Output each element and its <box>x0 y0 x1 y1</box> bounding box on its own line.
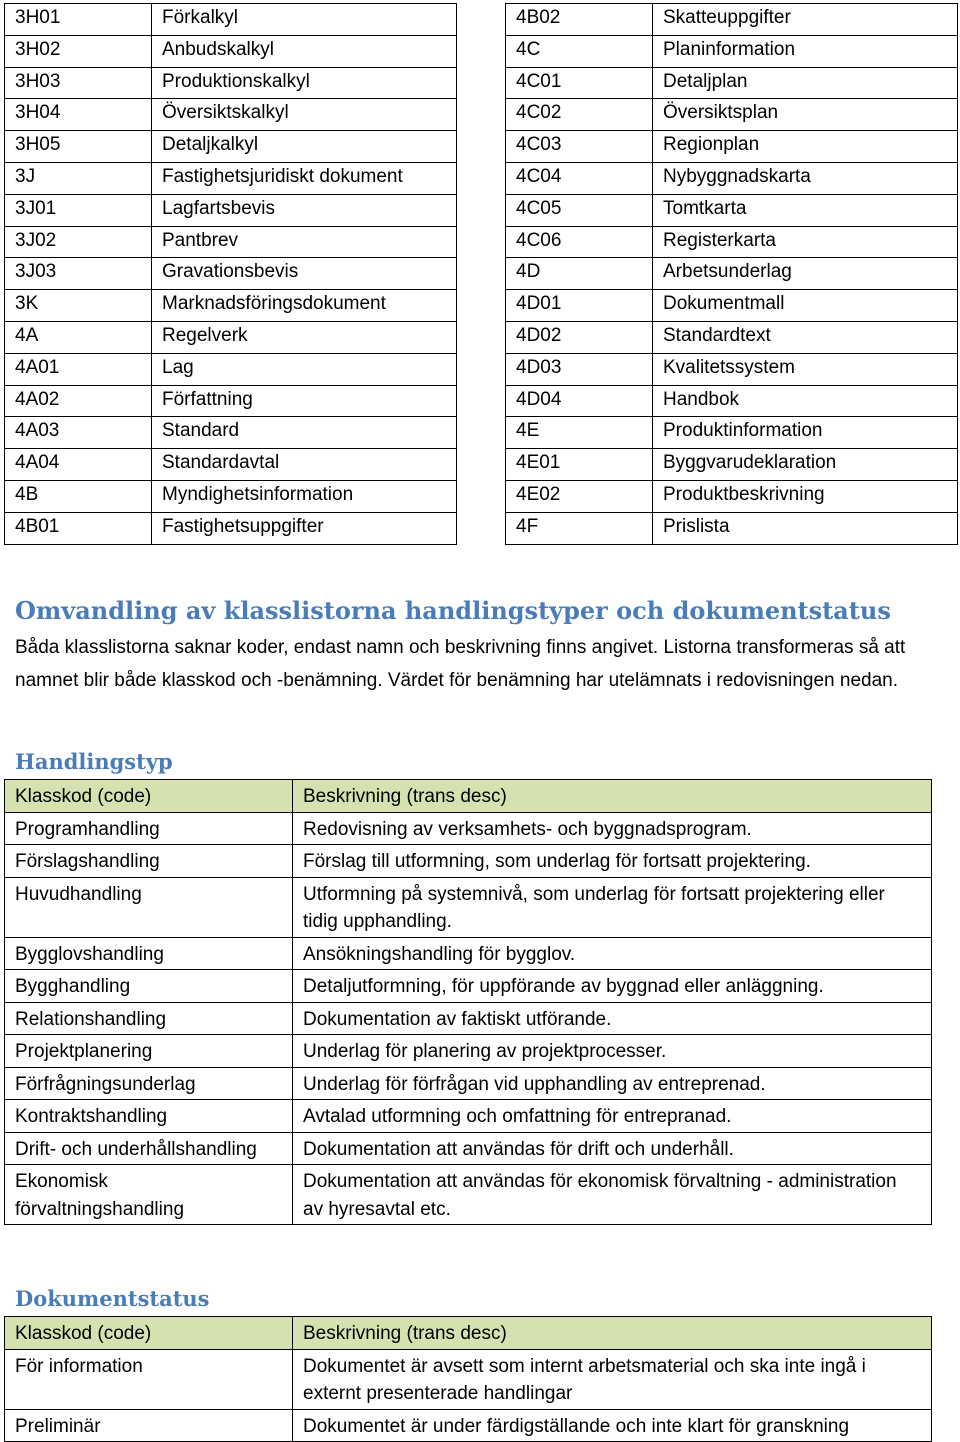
cell-code: 4D01 <box>506 290 653 322</box>
table-row <box>506 449 958 481</box>
table-row <box>5 1035 932 1068</box>
cell-code: 4B <box>5 480 152 512</box>
cell-description: Avtalad utformning och omfattning för entrepranad. <box>293 1100 932 1133</box>
cell-code: 4A03 <box>5 417 152 449</box>
cell-code: 3H05 <box>5 131 152 163</box>
table-row <box>506 480 958 512</box>
table-row <box>506 67 958 99</box>
table-row <box>506 131 958 163</box>
table-row <box>506 226 958 258</box>
cell-code: Bygglovshandling <box>5 937 293 970</box>
code-table-right <box>505 3 958 545</box>
cell-code: 3H01 <box>5 4 152 36</box>
table-row <box>5 1349 932 1409</box>
cell-code: 4C <box>506 35 653 67</box>
table-row <box>5 812 932 845</box>
cell-name: Anbudskalkyl <box>152 35 457 67</box>
column-header-code: Klasskod (code) <box>5 780 293 813</box>
cell-code: Preliminär <box>5 1409 293 1442</box>
table-row <box>506 417 958 449</box>
column-header-desc: Beskrivning (trans desc) <box>293 1317 932 1350</box>
cell-name: Byggvarudeklaration <box>653 449 958 481</box>
table-row <box>506 4 958 36</box>
cell-code: 3J02 <box>5 226 152 258</box>
cell-name: Skatteuppgifter <box>653 4 958 36</box>
cell-code: 4D02 <box>506 321 653 353</box>
table-row <box>5 35 457 67</box>
table-row <box>5 353 457 385</box>
cell-code: 4C06 <box>506 226 653 258</box>
cell-description: Underlag för förfrågan vid upphandling av entreprenad. <box>293 1067 932 1100</box>
column-header-code: Klasskod (code) <box>5 1317 293 1350</box>
cell-name: Detaljkalkyl <box>152 131 457 163</box>
code-table-left <box>4 3 457 545</box>
cell-name: Fastighetsjuridiskt dokument <box>152 162 457 194</box>
cell-code: 4E01 <box>506 449 653 481</box>
cell-code: 4C03 <box>506 131 653 163</box>
table-row <box>5 290 457 322</box>
cell-code: 4C05 <box>506 194 653 226</box>
table-row <box>5 258 457 290</box>
table-row <box>5 1132 932 1165</box>
cell-name: Handbok <box>653 385 958 417</box>
cell-code: Förslagshandling <box>5 845 293 878</box>
cell-name: Översiktsplan <box>653 99 958 131</box>
table-header-row <box>5 1317 932 1350</box>
table-row <box>506 512 958 544</box>
cell-code: 3H04 <box>5 99 152 131</box>
cell-name: Översiktskalkyl <box>152 99 457 131</box>
cell-code: Drift- och underhållshandling <box>5 1132 293 1165</box>
cell-code: 3J <box>5 162 152 194</box>
cell-code: 4D04 <box>506 385 653 417</box>
cell-description: Underlag för planering av projektprocesser. <box>293 1035 932 1068</box>
cell-description: Detaljutformning, för uppförande av byggnad eller anläggning. <box>293 970 932 1003</box>
cell-code: 4A01 <box>5 353 152 385</box>
table-row <box>5 449 457 481</box>
table-row <box>5 321 457 353</box>
table-row <box>5 67 457 99</box>
cell-code: 3J03 <box>5 258 152 290</box>
table-row <box>5 1409 932 1442</box>
cell-name: Produktbeskrivning <box>653 480 958 512</box>
cell-name: Pantbrev <box>152 226 457 258</box>
table-row <box>5 845 932 878</box>
section-heading: Omvandling av klasslistorna handlingstyper och dokumentstatus <box>15 596 891 625</box>
table-header-row <box>5 780 932 813</box>
cell-description: Dokumentet är under färdigställande och inte klart för granskning <box>293 1409 932 1442</box>
dokumentstatus-heading: Dokumentstatus <box>15 1286 210 1311</box>
cell-code: 4D03 <box>506 353 653 385</box>
cell-code: 3K <box>5 290 152 322</box>
cell-description: Utformning på systemnivå, som underlag för fortsatt projektering eller tidig upphandling. <box>293 877 932 937</box>
cell-name: Standardavtal <box>152 449 457 481</box>
cell-code: 3H02 <box>5 35 152 67</box>
table-row <box>506 194 958 226</box>
cell-name: Standard <box>152 417 457 449</box>
cell-code: 4C01 <box>506 67 653 99</box>
table-row <box>506 258 958 290</box>
cell-name: Förkalkyl <box>152 4 457 36</box>
table-row <box>5 1100 932 1133</box>
cell-code: 4E <box>506 417 653 449</box>
table-row <box>506 385 958 417</box>
cell-code: Förfrågningsunderlag <box>5 1067 293 1100</box>
cell-code: 4A04 <box>5 449 152 481</box>
handlingstyp-heading: Handlingstyp <box>15 749 173 774</box>
cell-name: Myndighetsinformation <box>152 480 457 512</box>
cell-name: Registerkarta <box>653 226 958 258</box>
table-row <box>5 480 457 512</box>
cell-code: Ekonomisk förvaltningshandling <box>5 1165 293 1225</box>
cell-code: Kontraktshandling <box>5 1100 293 1133</box>
cell-code: Bygghandling <box>5 970 293 1003</box>
table-row <box>506 99 958 131</box>
cell-description: Dokumentet är avsett som internt arbetsmaterial och ska inte ingå i externt presenterade handlingar <box>293 1349 932 1409</box>
table-row <box>506 162 958 194</box>
table-row <box>5 226 457 258</box>
cell-code: Projektplanering <box>5 1035 293 1068</box>
cell-code: 4F <box>506 512 653 544</box>
column-header-desc: Beskrivning (trans desc) <box>293 780 932 813</box>
table-row <box>506 353 958 385</box>
table-row <box>5 194 457 226</box>
cell-name: Dokumentmall <box>653 290 958 322</box>
cell-name: Prislista <box>653 512 958 544</box>
cell-name: Standardtext <box>653 321 958 353</box>
cell-code: Programhandling <box>5 812 293 845</box>
cell-code: 3J01 <box>5 194 152 226</box>
cell-code: För information <box>5 1349 293 1409</box>
table-row <box>5 385 457 417</box>
table-row <box>5 970 932 1003</box>
cell-name: Regelverk <box>152 321 457 353</box>
cell-name: Lagfartsbevis <box>152 194 457 226</box>
table-row <box>5 1002 932 1035</box>
table-row <box>5 131 457 163</box>
table-row <box>5 99 457 131</box>
table-row <box>5 4 457 36</box>
cell-description: Ansökningshandling för bygglov. <box>293 937 932 970</box>
cell-name: Regionplan <box>653 131 958 163</box>
table-row <box>5 162 457 194</box>
handlingstyp-table <box>4 779 932 1225</box>
cell-code: 4B01 <box>5 512 152 544</box>
cell-name: Produktionskalkyl <box>152 67 457 99</box>
cell-name: Planinformation <box>653 35 958 67</box>
cell-code: 4B02 <box>506 4 653 36</box>
cell-name: Tomtkarta <box>653 194 958 226</box>
cell-name: Detaljplan <box>653 67 958 99</box>
cell-name: Arbetsunderlag <box>653 258 958 290</box>
cell-code: 4D <box>506 258 653 290</box>
cell-description: Redovisning av verksamhets- och byggnadsprogram. <box>293 812 932 845</box>
table-row <box>5 1165 932 1225</box>
cell-code: 4C04 <box>506 162 653 194</box>
intro-paragraph: Båda klasslistorna saknar koder, endast namn och beskrivning finns angivet. Listorna transformeras så att namnet blir både klasskod och -benämning. Värdet för benämning har utelämnats i redovisningen nedan. <box>15 637 906 691</box>
cell-name: Lag <box>152 353 457 385</box>
table-row <box>5 512 457 544</box>
table-row <box>506 35 958 67</box>
cell-name: Marknadsföringsdokument <box>152 290 457 322</box>
table-row <box>506 321 958 353</box>
cell-name: Gravationsbevis <box>152 258 457 290</box>
table-row <box>506 290 958 322</box>
cell-description: Dokumentation av faktiskt utförande. <box>293 1002 932 1035</box>
cell-code: 3H03 <box>5 67 152 99</box>
dokumentstatus-table <box>4 1316 932 1442</box>
table-row <box>5 417 457 449</box>
cell-code: 4A02 <box>5 385 152 417</box>
cell-description: Dokumentation att användas för ekonomisk förvaltning - administration av hyresavtal etc. <box>293 1165 932 1225</box>
cell-code: 4E02 <box>506 480 653 512</box>
table-row <box>5 877 932 937</box>
cell-name: Fastighetsuppgifter <box>152 512 457 544</box>
cell-code: 4A <box>5 321 152 353</box>
cell-name: Produktinformation <box>653 417 958 449</box>
cell-name: Författning <box>152 385 457 417</box>
cell-name: Kvalitetssystem <box>653 353 958 385</box>
table-row <box>5 937 932 970</box>
cell-description: Förslag till utformning, som underlag för fortsatt projektering. <box>293 845 932 878</box>
cell-name: Nybyggnadskarta <box>653 162 958 194</box>
cell-description: Dokumentation att användas för drift och underhåll. <box>293 1132 932 1165</box>
cell-code: Huvudhandling <box>5 877 293 937</box>
cell-code: Relationshandling <box>5 1002 293 1035</box>
cell-code: 4C02 <box>506 99 653 131</box>
table-row <box>5 1067 932 1100</box>
